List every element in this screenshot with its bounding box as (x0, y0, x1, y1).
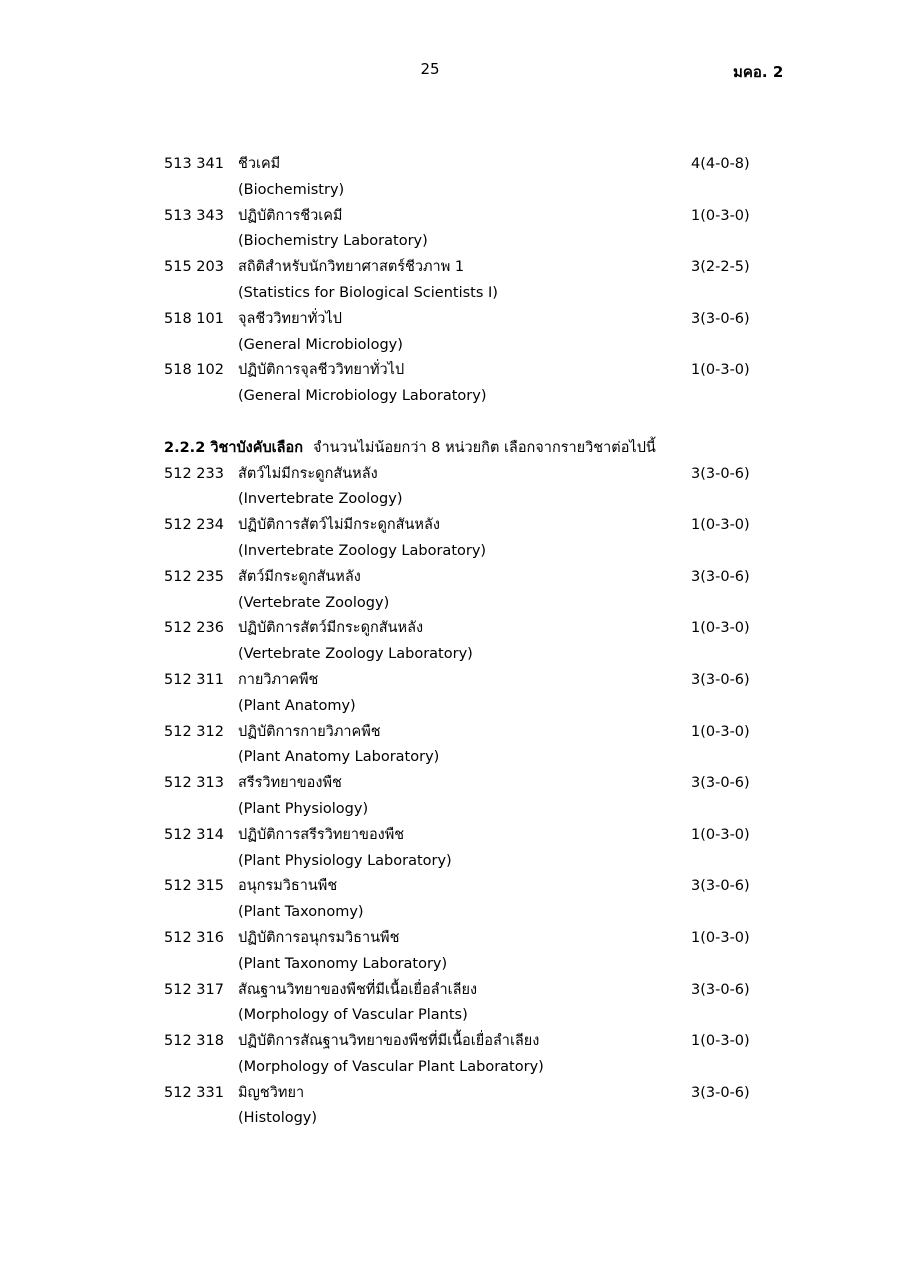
course-english-row (164, 281, 764, 307)
section-description: จำนวนไม่น้อยกว่า 8 หน่วยกิต เลือกจากรายวิชาต่อไปนี้ (312, 439, 656, 456)
course-credits: 3(3-0-6) (691, 568, 750, 585)
course-thai-name: ปฏิบัติการอนุกรมวิธานพืช (238, 929, 400, 946)
course-thai-name: สัตว์ไม่มีกระดูกสันหลัง (238, 465, 378, 482)
course-thai-name: มิญชวิทยา (238, 1084, 305, 1101)
course-credits: 1(0-3-0) (691, 929, 750, 946)
course-code: 512 313 (164, 775, 224, 792)
course-row (164, 255, 764, 281)
course-english-name: (Biochemistry) (238, 181, 345, 198)
course-english-name: (Vertebrate Zoology Laboratory) (238, 646, 473, 663)
course-english-name: (Statistics for Biological Scientists I) (238, 284, 498, 301)
course-credits: 3(2-2-5) (691, 259, 750, 276)
course-english-row (164, 745, 764, 771)
course-row (164, 152, 764, 178)
course-english-name: (General Microbiology Laboratory) (238, 388, 487, 405)
course-english-row (164, 1003, 764, 1029)
course-english-name: (Plant Physiology) (238, 800, 369, 817)
course-code: 512 316 (164, 929, 224, 946)
course-code: 512 331 (164, 1084, 224, 1101)
course-code: 512 234 (164, 517, 224, 534)
course-thai-name: กายวิภาคพืช (238, 671, 319, 688)
course-english-name: (Vertebrate Zoology) (238, 594, 390, 611)
course-english-row (164, 384, 764, 410)
course-thai-name: สัณฐานวิทยาของพืชที่มีเนื้อเยื่อลำเลียง (238, 981, 478, 998)
elective-section-header (164, 436, 764, 462)
course-thai-name: ปฏิบัติการสัณฐานวิทยาของพืชที่มีเนื้อเยื่อลำเลียง (238, 1033, 540, 1050)
course-credits: 1(0-3-0) (691, 207, 750, 224)
course-english-row (164, 642, 764, 668)
course-row (164, 926, 764, 952)
section-title: 2.2.2 วิชาบังคับเลือก (164, 439, 303, 456)
course-row (164, 1029, 764, 1055)
course-english-row (164, 797, 764, 823)
course-thai-name: สรีรวิทยาของพืช (238, 775, 342, 792)
course-row (164, 771, 764, 797)
course-thai-name: ปฏิบัติการจุลชีววิทยาทั่วไป (238, 362, 405, 379)
course-credits: 1(0-3-0) (691, 620, 750, 637)
page-number: 25 (420, 60, 440, 78)
elective-courses-group (164, 462, 764, 1133)
required-courses-group (164, 152, 764, 410)
course-english-row (164, 900, 764, 926)
course-credits: 3(3-0-6) (691, 775, 750, 792)
course-row (164, 668, 764, 694)
course-english-name: (Biochemistry Laboratory) (238, 233, 428, 250)
course-code: 512 311 (164, 671, 224, 688)
course-code: 512 315 (164, 878, 224, 895)
course-row (164, 358, 764, 384)
course-english-name: (Histology) (238, 1110, 318, 1127)
course-code: 512 318 (164, 1033, 224, 1050)
course-code: 512 314 (164, 826, 224, 843)
course-thai-name: ปฏิบัติการชีวเคมี (238, 207, 343, 224)
course-credits: 3(3-0-6) (691, 878, 750, 895)
course-thai-name: สัตว์มีกระดูกสันหลัง (238, 568, 361, 585)
course-row (164, 978, 764, 1004)
course-code: 512 235 (164, 568, 224, 585)
course-english-name: (Plant Anatomy Laboratory) (238, 749, 440, 766)
course-credits: 4(4-0-8) (691, 156, 750, 172)
course-credits: 1(0-3-0) (691, 362, 750, 379)
course-credits: 3(3-0-6) (691, 310, 750, 327)
course-row (164, 565, 764, 591)
course-english-row (164, 849, 764, 875)
course-thai-name: จุลชีววิทยาทั่วไป (238, 310, 342, 327)
course-credits: 3(3-0-6) (691, 671, 750, 688)
course-english-row (164, 539, 764, 565)
course-thai-name: ปฏิบัติการกายวิภาคพืช (238, 723, 381, 740)
course-english-name: (Plant Anatomy) (238, 697, 356, 714)
course-code: 518 102 (164, 362, 224, 379)
course-credits: 1(0-3-0) (691, 826, 750, 843)
course-credits: 3(3-0-6) (691, 465, 750, 482)
course-thai-name: อนุกรมวิธานพืช (238, 878, 338, 895)
course-english-row (164, 1055, 764, 1081)
course-english-row (164, 229, 764, 255)
course-english-row (164, 333, 764, 359)
course-credits: 1(0-3-0) (691, 1033, 750, 1050)
course-row (164, 204, 764, 230)
course-english-row (164, 487, 764, 513)
course-code: 515 203 (164, 259, 224, 276)
course-english-row (164, 591, 764, 617)
course-code: 512 236 (164, 620, 224, 637)
course-code: 512 312 (164, 723, 224, 740)
course-row (164, 1081, 764, 1107)
course-english-row (164, 694, 764, 720)
course-row (164, 874, 764, 900)
course-code: 518 101 (164, 310, 224, 327)
course-thai-name: ชีวเคมี (238, 156, 281, 172)
course-list (164, 152, 764, 1132)
course-credits: 3(3-0-6) (691, 1084, 750, 1101)
course-code: 512 233 (164, 465, 224, 482)
course-credits: 3(3-0-6) (691, 981, 750, 998)
course-english-name: (Morphology of Vascular Plants) (238, 1007, 468, 1024)
course-english-name: (Plant Taxonomy Laboratory) (238, 955, 448, 972)
course-credits: 1(0-3-0) (691, 723, 750, 740)
course-code: 512 317 (164, 981, 224, 998)
course-thai-name: ปฏิบัติการสัตว์มีกระดูกสันหลัง (238, 620, 424, 637)
course-english-row (164, 1106, 764, 1132)
course-english-name: (Invertebrate Zoology) (238, 491, 403, 508)
course-english-name: (Invertebrate Zoology Laboratory) (238, 542, 487, 559)
course-row (164, 307, 764, 333)
course-thai-name: สถิติสำหรับนักวิทยาศาสตร์ชีวภาพ 1 (238, 259, 465, 276)
course-code: 513 343 (164, 207, 224, 224)
course-row (164, 462, 764, 488)
course-credits: 1(0-3-0) (691, 517, 750, 534)
course-row (164, 513, 764, 539)
course-english-row (164, 178, 764, 204)
course-row (164, 823, 764, 849)
course-code: 513 341 (164, 156, 224, 172)
course-english-name: (Plant Physiology Laboratory) (238, 852, 452, 869)
course-thai-name: ปฏิบัติการสัตว์ไม่มีกระดูกสันหลัง (238, 517, 440, 534)
course-row (164, 720, 764, 746)
course-row (164, 616, 764, 642)
document-code: มคอ. 2 (733, 63, 784, 81)
course-english-name: (General Microbiology) (238, 336, 403, 353)
course-english-name: (Morphology of Vascular Plant Laboratory) (238, 1058, 544, 1075)
course-english-row (164, 952, 764, 978)
course-thai-name: ปฏิบัติการสรีรวิทยาของพืช (238, 826, 405, 843)
course-english-name: (Plant Taxonomy) (238, 904, 364, 921)
